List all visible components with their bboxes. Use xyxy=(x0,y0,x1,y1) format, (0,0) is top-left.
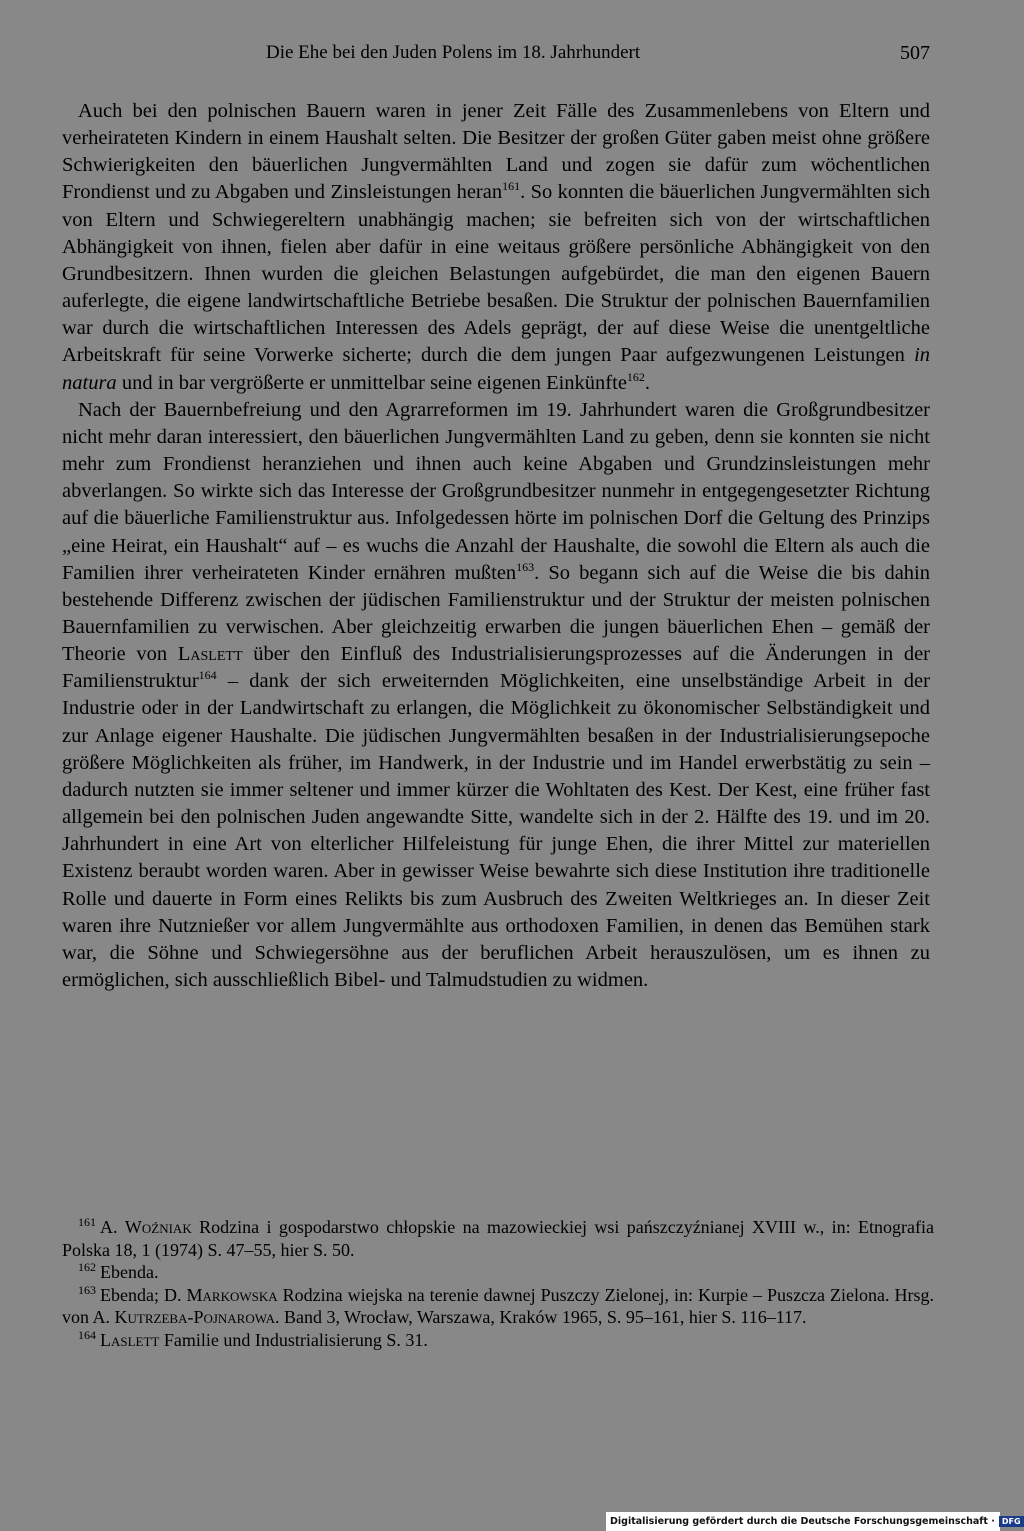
footnote-number: 161 xyxy=(78,1215,96,1229)
footnote-number: 162 xyxy=(78,1260,96,1274)
footnote-editor: Kutrzeba-Pojnarowa xyxy=(114,1307,275,1327)
body-text xyxy=(62,98,930,994)
footnote-author: Woźniak xyxy=(124,1217,192,1237)
footnote-ref-161[interactable]: 161 xyxy=(502,179,521,194)
digitization-footer xyxy=(606,1512,1021,1531)
running-title: Die Ehe bei den Juden Polens im 18. Jahrhundert xyxy=(266,42,641,63)
footnote-ref-164[interactable]: 164 xyxy=(198,668,217,683)
footnote-author: Markowska xyxy=(186,1284,278,1305)
footnote-164: $^{164}$ Laslett Familie und Industrialisierung S. 31. xyxy=(78,1327,428,1350)
footnote-number: 164 xyxy=(78,1327,96,1342)
footnote-162: $^{162}$ Ebenda. xyxy=(78,1260,159,1282)
page-number: 507 xyxy=(900,42,930,64)
footnote-author: Laslett xyxy=(100,1329,160,1350)
footnote-number: 163 xyxy=(78,1282,96,1297)
paragraph-2: Nach der Bauernbefreiung und den Agrarreformen im 19. Jahrhundert waren die Großgrundbesitzer nicht mehr daran interessiert, den bäuerlichen Jungvermählten Land zu geben, denn sie konnten sie nicht mehr zum Frondienst heranziehen und ihnen auch keine Abgaben und Grundzinsleistungen mehr abverlangen. So wirkte sich das Interesse der Großgrundbesitzer nunmehr in entgegengesetzter Richtung auf die bäuerliche Familienstruktur aus. Infolgedessen hörte im polnischen Dorf die Geltung des Prinzips „eine Heirat, ein Haushalt“ auf – es wuchs die Anzahl der Haushalte, die sowohl die Eltern als auch die Familien ihrer verheirateten Kinder ernähren mußten$^{163}$. So begann sich auf die Weise die bis dahin bestehende Differenz zwischen der jüdischen Familienstruktur und der Struktur der meisten polnischen Bauernfamilien zu verwischen. Aber gleichzeitig erwarben die jungen bäuerlichen Ehen – gemäß der Theorie von Laslett über den Einfluß des Industrialisierungsprozesses auf die Änderungen in der Familienstruktur$^{164}$ – dank der sich erweiternden Möglichkeiten, eine unselbständige Arbeit in der Industrie oder in der Landwirtschaft zu erlangen, die Möglichkeit zu ökonomischer Selbständigkeit und zur Anlage eigener Haushalte. Die jüdischen Jungvermählten besaßen in der Industrialisierungsepoche größere Möglichkeiten als früher, im Handwerk, in der Industrie und im Handel erwerbstätig zu sein – dadurch nutzten sie immer seltener und immer kürzer die Wohltaten des Kest. Der Kest, eine früher fast allgemein bei den polnischen Juden angewandte Sitte, wandelte sich in der 2. Hälfte des 19. und im 20. Jahrhundert in eine Art von elterlicher Hilfeleistung für junge Ehen, die ihrer Mittel zur materiellen Existenz beraubt worden waren. Aber in gewisser Weise bewahrte sich diese Institution ihre traditionelle Rolle und dauerte in Form eines Relikts bis zum Ausbruch des Zweiten Weltkrieges an. In dieser Zeit waren ihre Nutznießer vor allem Jungvermählte aus orthodoxen Familien, in denen das Bemühen stark war, die Söhne und Schwiegersöhne aus der beruflichen Arbeit herauszulösen, um es ihnen zu ermöglichen, sich ausschließlich Bibel- und Talmudstudien zu widmen. xyxy=(62,398,931,991)
footnotes xyxy=(62,1216,934,1351)
dfg-logo: DFG xyxy=(999,1516,1024,1527)
author-name-laslett: Laslett xyxy=(177,643,243,666)
paragraph-1: Auch bei den polnischen Bauern waren in jener Zeit Fälle des Zusammenlebens von Eltern und verheirateten Kindern in einem Haushalt selten. Die Besitzer der großen Güter gaben meist ohne größere Schwierigkeiten den bäuerlichen Jungvermählten Land und zogen sie dafür zum wöchentlichen Frondienst und zu Abgaben und Zinsleistungen heran$^{161}$. So konnten die bäuerlichen Jungvermählten sich von Eltern und Schwiegereltern unabhängig machen; sie befreiten sich von der wirtschaftlichen Abhängigkeit von ihnen, fielen aber dafür in eine weitaus größere persönliche Abhängigkeit von den Grundbesitzern. Ihnen wurden die gleichen Belastungen aufgebürdet, die man den eigenen Bauern auferlegte, die eigene landwirtschaftliche Betriebe besaßen. Die Struktur der polnischen Bauernfamilien war durch die wirtschaftlichen Interessen des Adels geprägt, der auf diese Weise die unentgeltliche Arbeitskraft für seine Vorwerke sicherte; durch die dem jungen Paar aufgezwungenen Leistungen in natura und in bar vergrößerte er unmittelbar seine eigenen Einkünfte$^{162}$. xyxy=(62,100,931,394)
italic-phrase: in natura xyxy=(62,344,931,394)
footnote-161: $^{161}$ A. Woźniak Rodzina i gospodarstwo chłopskie na mazowieckiej wsi pańszczyźnianej XVIII w., in: Etnografia Polska 18, 1 (1974) S. 47–55, hier S. 50. xyxy=(62,1215,934,1260)
footnote-163: $^{163}$ Ebenda; D. Markowska Rodzina wiejska na terenie dawnej Puszczy Zielonej, in: Kurpie – Puszcza Zielona. Hrsg. von A. Kutrzeba-Pojnarowa. Band 3, Wrocław, Warszawa, Kraków 1965, S. 95–161, hier S. 116–117. xyxy=(62,1282,935,1327)
page-header xyxy=(0,42,1000,72)
footnote-ref-163[interactable]: 163 xyxy=(516,559,535,574)
footnote-ref-162[interactable]: 162 xyxy=(626,369,645,384)
footer-credit: Digitalisierung gefördert durch die Deutsche Forschungsgemeinschaft · xyxy=(610,1516,995,1527)
